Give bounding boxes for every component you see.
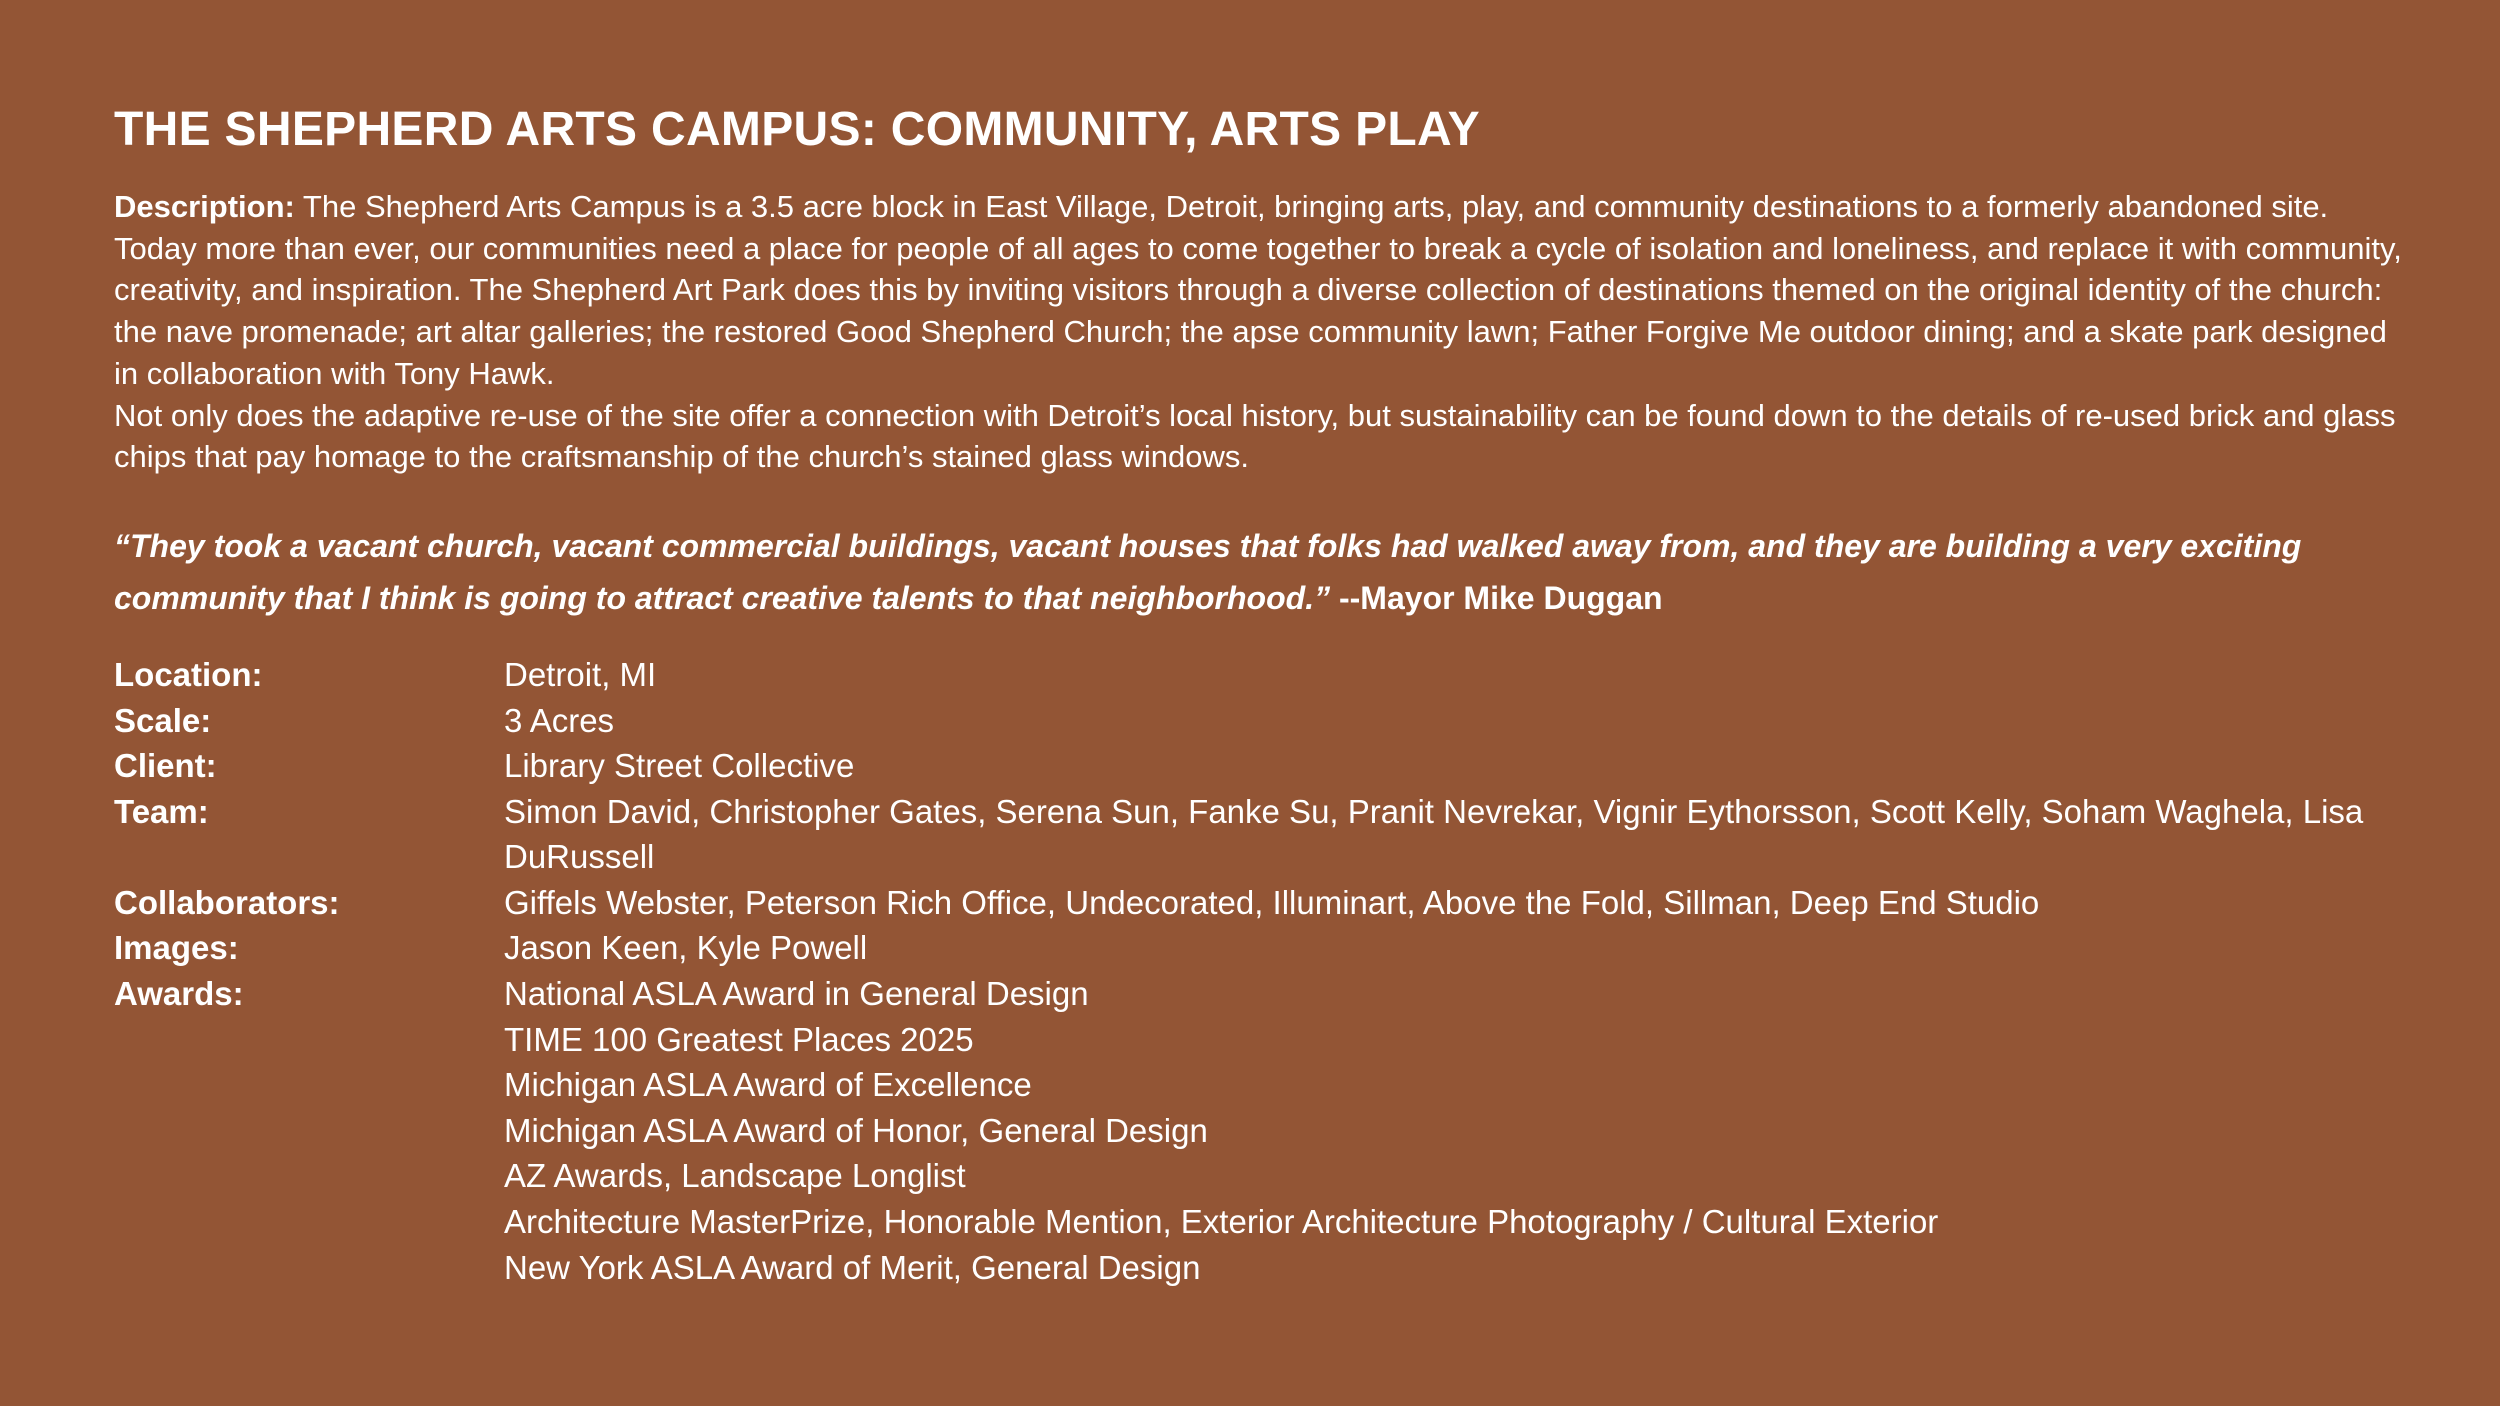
images-label: Images: (114, 929, 239, 967)
detail-row-team (114, 789, 2386, 880)
location-value: Detroit, MI (504, 655, 657, 693)
detail-row-collaborators (114, 880, 2386, 926)
detail-row-client (114, 743, 2386, 789)
description-paragraph-2: Not only does the adaptive re-use of the site offer a connection with Detroit’s local history, but sustainability can be found down to the details of re-used brick and glass chips that pay homage to the craftsmanship of the church’s stained glass windows. (114, 397, 2396, 475)
detail-row-location (114, 652, 2386, 698)
detail-row-scale (114, 698, 2386, 744)
award-item: Michigan ASLA Award of Honor, General Design (504, 1111, 1208, 1149)
award-item: Michigan ASLA Award of Excellence (504, 1066, 1032, 1104)
award-item: New York ASLA Award of Merit, General Design (504, 1248, 1201, 1286)
award-item: National ASLA Award in General Design (504, 975, 1089, 1013)
scale-value: 3 Acres (504, 701, 615, 739)
collaborators-label: Collaborators: (114, 883, 340, 921)
awards-label: Awards: (114, 975, 244, 1013)
award-item: Architecture MasterPrize, Honorable Mention, Exterior Architecture Photography / Cultural Exterior (504, 1203, 1939, 1241)
detail-row-images (114, 925, 2386, 971)
description-label: Description: (114, 189, 295, 224)
description-block (114, 186, 2404, 478)
award-item: AZ Awards, Landscape Longlist (504, 1157, 966, 1195)
client-label: Client: (114, 747, 217, 785)
team-value: Simon David, Christopher Gates, Serena Sun, Fanke Su, Pranit Nevrekar, Vignir Eythorsson, Scott Kelly, Soham Waghela, Lisa DuRussell (504, 792, 2364, 876)
description-paragraph-1: The Shepherd Arts Campus is a 3.5 acre block in East Village, Detroit, bringing arts, play, and community destinations to a formerly abandoned site. Today more than ever, our communities need a place for people of all ages to come together to break a cycle of isolation and loneliness, and replace it with community, creativity, and inspiration. The Shepherd Art Park does this by inviting visitors through a diverse collection of destinations themed on the original identity of the church: the nave promenade; art altar galleries; the restored Good Shepherd Church; the apse community lawn; Father Forgive Me outdoor dining; and a skate park designed in collaboration with Tony Hawk. (114, 189, 2402, 391)
location-label: Location: (114, 655, 263, 693)
quote-text: “They took a vacant church, vacant commercial buildings, vacant houses that folks had walked away from, and they are building a very exciting community that I think is going to attract creative talents to that neighborhood.” (114, 527, 2302, 616)
quote-author: --Mayor Mike Duggan (1330, 579, 1663, 616)
images-value: Jason Keen, Kyle Powell (504, 929, 868, 967)
team-label: Team: (114, 792, 209, 830)
award-item: TIME 100 Greatest Places 2025 (504, 1020, 974, 1058)
scale-label: Scale: (114, 701, 212, 739)
collaborators-value: Giffels Webster, Peterson Rich Office, Undecorated, Illuminart, Above the Fold, Sillman, Deep End Studio (504, 883, 2040, 921)
page-title: THE SHEPHERD ARTS CAMPUS: COMMUNITY, ARTS PLAY (114, 103, 1480, 156)
awards-list (504, 971, 2386, 1290)
client-value: Library Street Collective (504, 747, 855, 785)
quote-block (114, 520, 2404, 624)
project-details (114, 652, 2386, 1290)
detail-row-awards (114, 971, 2386, 1290)
